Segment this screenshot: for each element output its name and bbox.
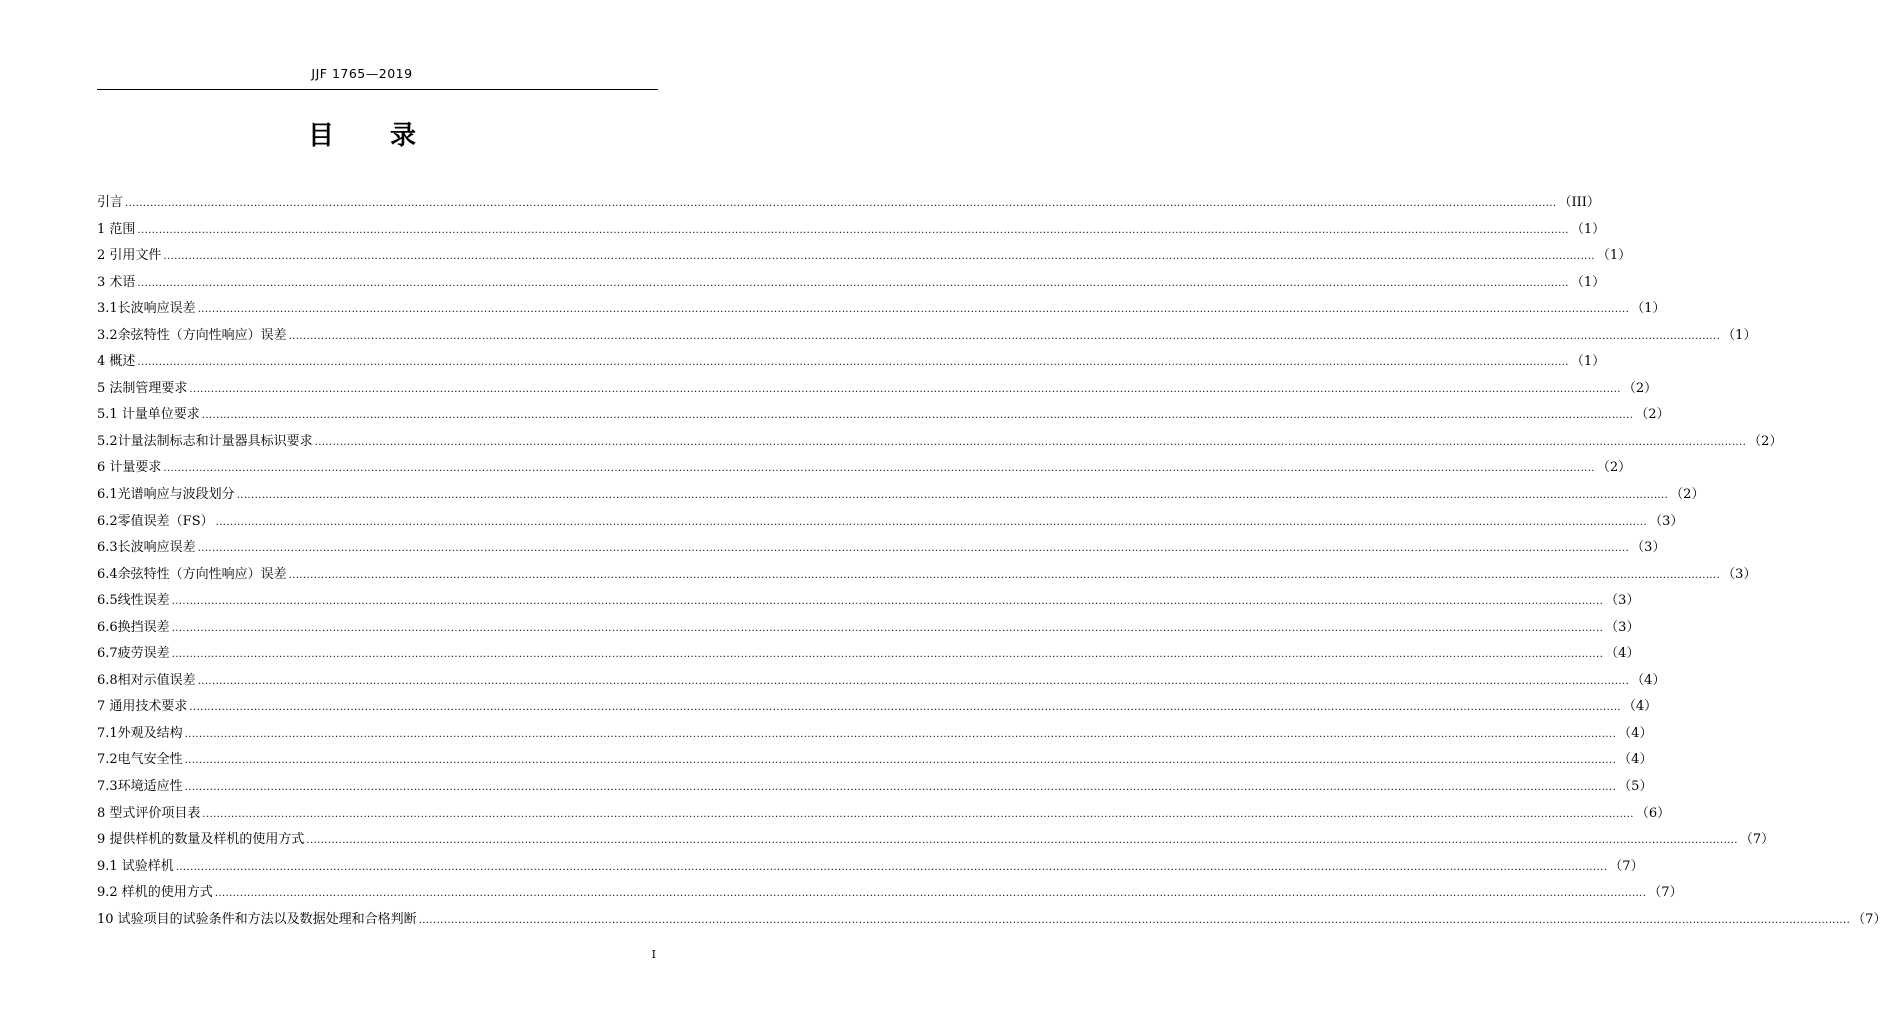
toc-entry-page: （3） <box>1722 566 1757 582</box>
toc-entry[interactable] <box>97 721 1653 748</box>
toc-entry[interactable] <box>97 296 1666 323</box>
toc-entry-label: 7.1外观及结构 <box>97 725 183 741</box>
toc-entry-label: 7 通用技术要求 <box>97 699 188 715</box>
toc-entry-page: （1） <box>1631 301 1666 317</box>
toc-entry-label: 1 范围 <box>97 221 136 237</box>
toc-leader-dots: ................................................................................................................................................................................................................................................................................................................................................................................................................ <box>197 543 1630 555</box>
toc-entry[interactable] <box>97 747 1653 774</box>
toc-entry-page: （4） <box>1618 725 1653 741</box>
toc-leader-dots: ................................................................................................................................................................................................................................................................................................................................................................................................................ <box>137 224 1569 236</box>
toc-entry-page: （4） <box>1618 752 1653 768</box>
title-char-1: 目 <box>307 121 334 151</box>
toc-leader-dots: ................................................................................................................................................................................................................................................................................................................................................................................................................ <box>201 410 1634 422</box>
toc-entry-page: （2） <box>1635 407 1670 423</box>
toc-leader-dots: ................................................................................................................................................................................................................................................................................................................................................................................................................ <box>125 198 1557 209</box>
toc-entry[interactable] <box>97 243 1632 270</box>
toc-entry-page: （6） <box>1635 805 1671 821</box>
toc-leader-dots: ................................................................................................................................................................................................................................................................................................................................................................................................................ <box>175 861 1608 873</box>
toc-entry[interactable] <box>97 641 1640 668</box>
toc-entry-label: 3 术语 <box>97 274 136 290</box>
toc-entry-page: （7） <box>1648 885 1683 901</box>
toc-leader-dots: ................................................................................................................................................................................................................................................................................................................................................................................................................ <box>189 383 1621 395</box>
toc-entry-label: 5.1 计量单位要求 <box>97 407 200 423</box>
toc-entry-label: 9.1 试验样机 <box>97 858 174 874</box>
toc-entry[interactable] <box>97 827 1775 854</box>
toc-entry-label: 7.3环境适应性 <box>97 779 183 795</box>
toc-leader-dots: ................................................................................................................................................................................................................................................................................................................................................................................................................ <box>171 649 1604 661</box>
toc-entry-label: 9.2 样机的使用方式 <box>97 885 213 901</box>
toc-entry[interactable] <box>97 562 1757 589</box>
toc-leader-dots: ................................................................................................................................................................................................................................................................................................................................................................................................................ <box>202 808 1634 820</box>
toc-entry[interactable] <box>97 323 1757 350</box>
toc-entry-label: 6.7疲劳误差 <box>97 646 170 662</box>
toc-leader-dots: ................................................................................................................................................................................................................................................................................................................................................................................................................ <box>418 914 1851 926</box>
toc-entry-label: 6.5线性误差 <box>97 593 170 609</box>
toc-entry-page: （4） <box>1631 672 1666 688</box>
toc-entry[interactable] <box>97 429 1783 456</box>
toc-leader-dots: ................................................................................................................................................................................................................................................................................................................................................................................................................ <box>163 251 1595 263</box>
toc-entry-label: 5 法制管理要求 <box>97 380 188 396</box>
toc-entry[interactable] <box>97 615 1640 642</box>
toc-entry-page: （1） <box>1570 221 1606 237</box>
toc-leader-dots: ................................................................................................................................................................................................................................................................................................................................................................................................................ <box>236 490 1669 502</box>
toc-entry-label: 6.4余弦特性（方向性响应）误差 <box>97 566 287 582</box>
toc-leader-dots: ................................................................................................................................................................................................................................................................................................................................................................................................................ <box>306 835 1738 847</box>
toc-entry[interactable] <box>97 907 1886 934</box>
toc-leader-dots: ................................................................................................................................................................................................................................................................................................................................................................................................................ <box>314 436 1747 448</box>
toc-entry-label: 3.2余弦特性（方向性响应）误差 <box>97 327 287 343</box>
toc-entry[interactable] <box>97 402 1670 429</box>
toc-leader-dots: ................................................................................................................................................................................................................................................................................................................................................................................................................ <box>288 330 1721 342</box>
toc-leader-dots: ................................................................................................................................................................................................................................................................................................................................................................................................................ <box>163 463 1595 475</box>
toc-leader-dots: ................................................................................................................................................................................................................................................................................................................................................................................................................ <box>197 304 1630 316</box>
toc-entry-page: （III） <box>1558 195 1600 210</box>
toc-entry-page: （2） <box>1670 487 1705 503</box>
toc-entry-page: （1） <box>1570 354 1606 370</box>
toc-entry-label: 5.2计量法制标志和计量器具标识要求 <box>97 433 313 449</box>
toc-entry-page: （3） <box>1631 540 1666 556</box>
page-title <box>0 115 724 152</box>
toc-entry-label: 6.2零值误差（FS） <box>97 513 214 529</box>
page-number: I <box>651 948 656 961</box>
toc-entry-page: （1） <box>1596 248 1632 264</box>
toc-entry-page: （1） <box>1570 274 1606 290</box>
toc-entry[interactable] <box>97 588 1640 615</box>
toc-entry-label: 7.2电气安全性 <box>97 752 183 768</box>
header-divider <box>97 89 658 90</box>
toc-leader-dots: ................................................................................................................................................................................................................................................................................................................................................................................................................ <box>184 782 1617 794</box>
toc-entry[interactable] <box>97 190 1600 217</box>
toc-entry[interactable] <box>97 217 1606 244</box>
toc-entry-label: 3.1长波响应误差 <box>97 301 196 317</box>
toc-entry[interactable] <box>97 801 1671 828</box>
toc-leader-dots: ................................................................................................................................................................................................................................................................................................................................................................................................................ <box>171 596 1604 608</box>
toc-leader-dots: ................................................................................................................................................................................................................................................................................................................................................................................................................ <box>197 675 1630 687</box>
toc-leader-dots: ................................................................................................................................................................................................................................................................................................................................................................................................................ <box>184 728 1617 740</box>
toc-leader-dots: ................................................................................................................................................................................................................................................................................................................................................................................................................ <box>184 755 1617 767</box>
toc-entry-page: （1） <box>1722 327 1757 343</box>
toc-entry-page: （3） <box>1649 513 1684 529</box>
toc-entry-page: （7） <box>1852 911 1886 927</box>
toc-entry-label: 6.6换挡误差 <box>97 619 170 635</box>
toc-leader-dots: ................................................................................................................................................................................................................................................................................................................................................................................................................ <box>137 357 1569 369</box>
toc-entry-page: （7） <box>1739 832 1775 848</box>
toc-entry[interactable] <box>97 349 1606 376</box>
toc-leader-dots: ................................................................................................................................................................................................................................................................................................................................................................................................................ <box>214 888 1647 900</box>
toc-leader-dots: ................................................................................................................................................................................................................................................................................................................................................................................................................ <box>215 516 1648 528</box>
toc-leader-dots: ................................................................................................................................................................................................................................................................................................................................................................................................................ <box>171 622 1604 634</box>
toc-entry-page: （4） <box>1622 699 1658 715</box>
table-of-contents <box>97 190 1886 933</box>
toc-entry-page: （7） <box>1609 858 1644 874</box>
toc-entry-page: （2） <box>1622 380 1658 396</box>
toc-entry-label: 8 型式评价项目表 <box>97 805 201 821</box>
toc-leader-dots: ................................................................................................................................................................................................................................................................................................................................................................................................................ <box>137 277 1569 289</box>
toc-entry[interactable] <box>97 376 1658 403</box>
toc-entry[interactable] <box>97 694 1658 721</box>
toc-entry-label: 10 试验项目的试验条件和方法以及数据处理和合格判断 <box>97 911 417 927</box>
toc-entry-label: 4 概述 <box>97 354 136 370</box>
title-char-2: 录 <box>390 121 417 151</box>
toc-entry[interactable] <box>97 482 1705 509</box>
toc-leader-dots: ................................................................................................................................................................................................................................................................................................................................................................................................................ <box>288 569 1721 581</box>
toc-leader-dots: ................................................................................................................................................................................................................................................................................................................................................................................................................ <box>189 702 1621 714</box>
toc-entry[interactable] <box>97 854 1644 881</box>
toc-entry[interactable] <box>97 774 1653 801</box>
toc-entry-page: （4） <box>1605 646 1640 662</box>
toc-entry[interactable] <box>97 880 1683 907</box>
document-code-header: JJF 1765—2019 <box>311 66 413 81</box>
toc-entry[interactable] <box>97 509 1684 536</box>
toc-entry-page: （2） <box>1748 433 1783 449</box>
toc-entry-label: 6.3长波响应误差 <box>97 540 196 556</box>
toc-entry-page: （3） <box>1605 619 1640 635</box>
toc-entry-label: 9 提供样机的数量及样机的使用方式 <box>97 832 305 848</box>
toc-entry-label: 6 计量要求 <box>97 460 162 476</box>
toc-entry-label: 2 引用文件 <box>97 248 162 264</box>
toc-entry-label: 6.1光谱响应与波段划分 <box>97 487 235 503</box>
toc-entry-page: （5） <box>1618 779 1653 795</box>
toc-entry[interactable] <box>97 535 1666 562</box>
toc-entry-page: （3） <box>1605 593 1640 609</box>
toc-entry-label: 引言 <box>97 195 124 210</box>
toc-entry[interactable] <box>97 668 1666 695</box>
toc-entry-label: 6.8相对示值误差 <box>97 672 196 688</box>
toc-entry[interactable] <box>97 455 1632 482</box>
toc-entry-page: （2） <box>1596 460 1632 476</box>
toc-entry[interactable] <box>97 270 1606 297</box>
